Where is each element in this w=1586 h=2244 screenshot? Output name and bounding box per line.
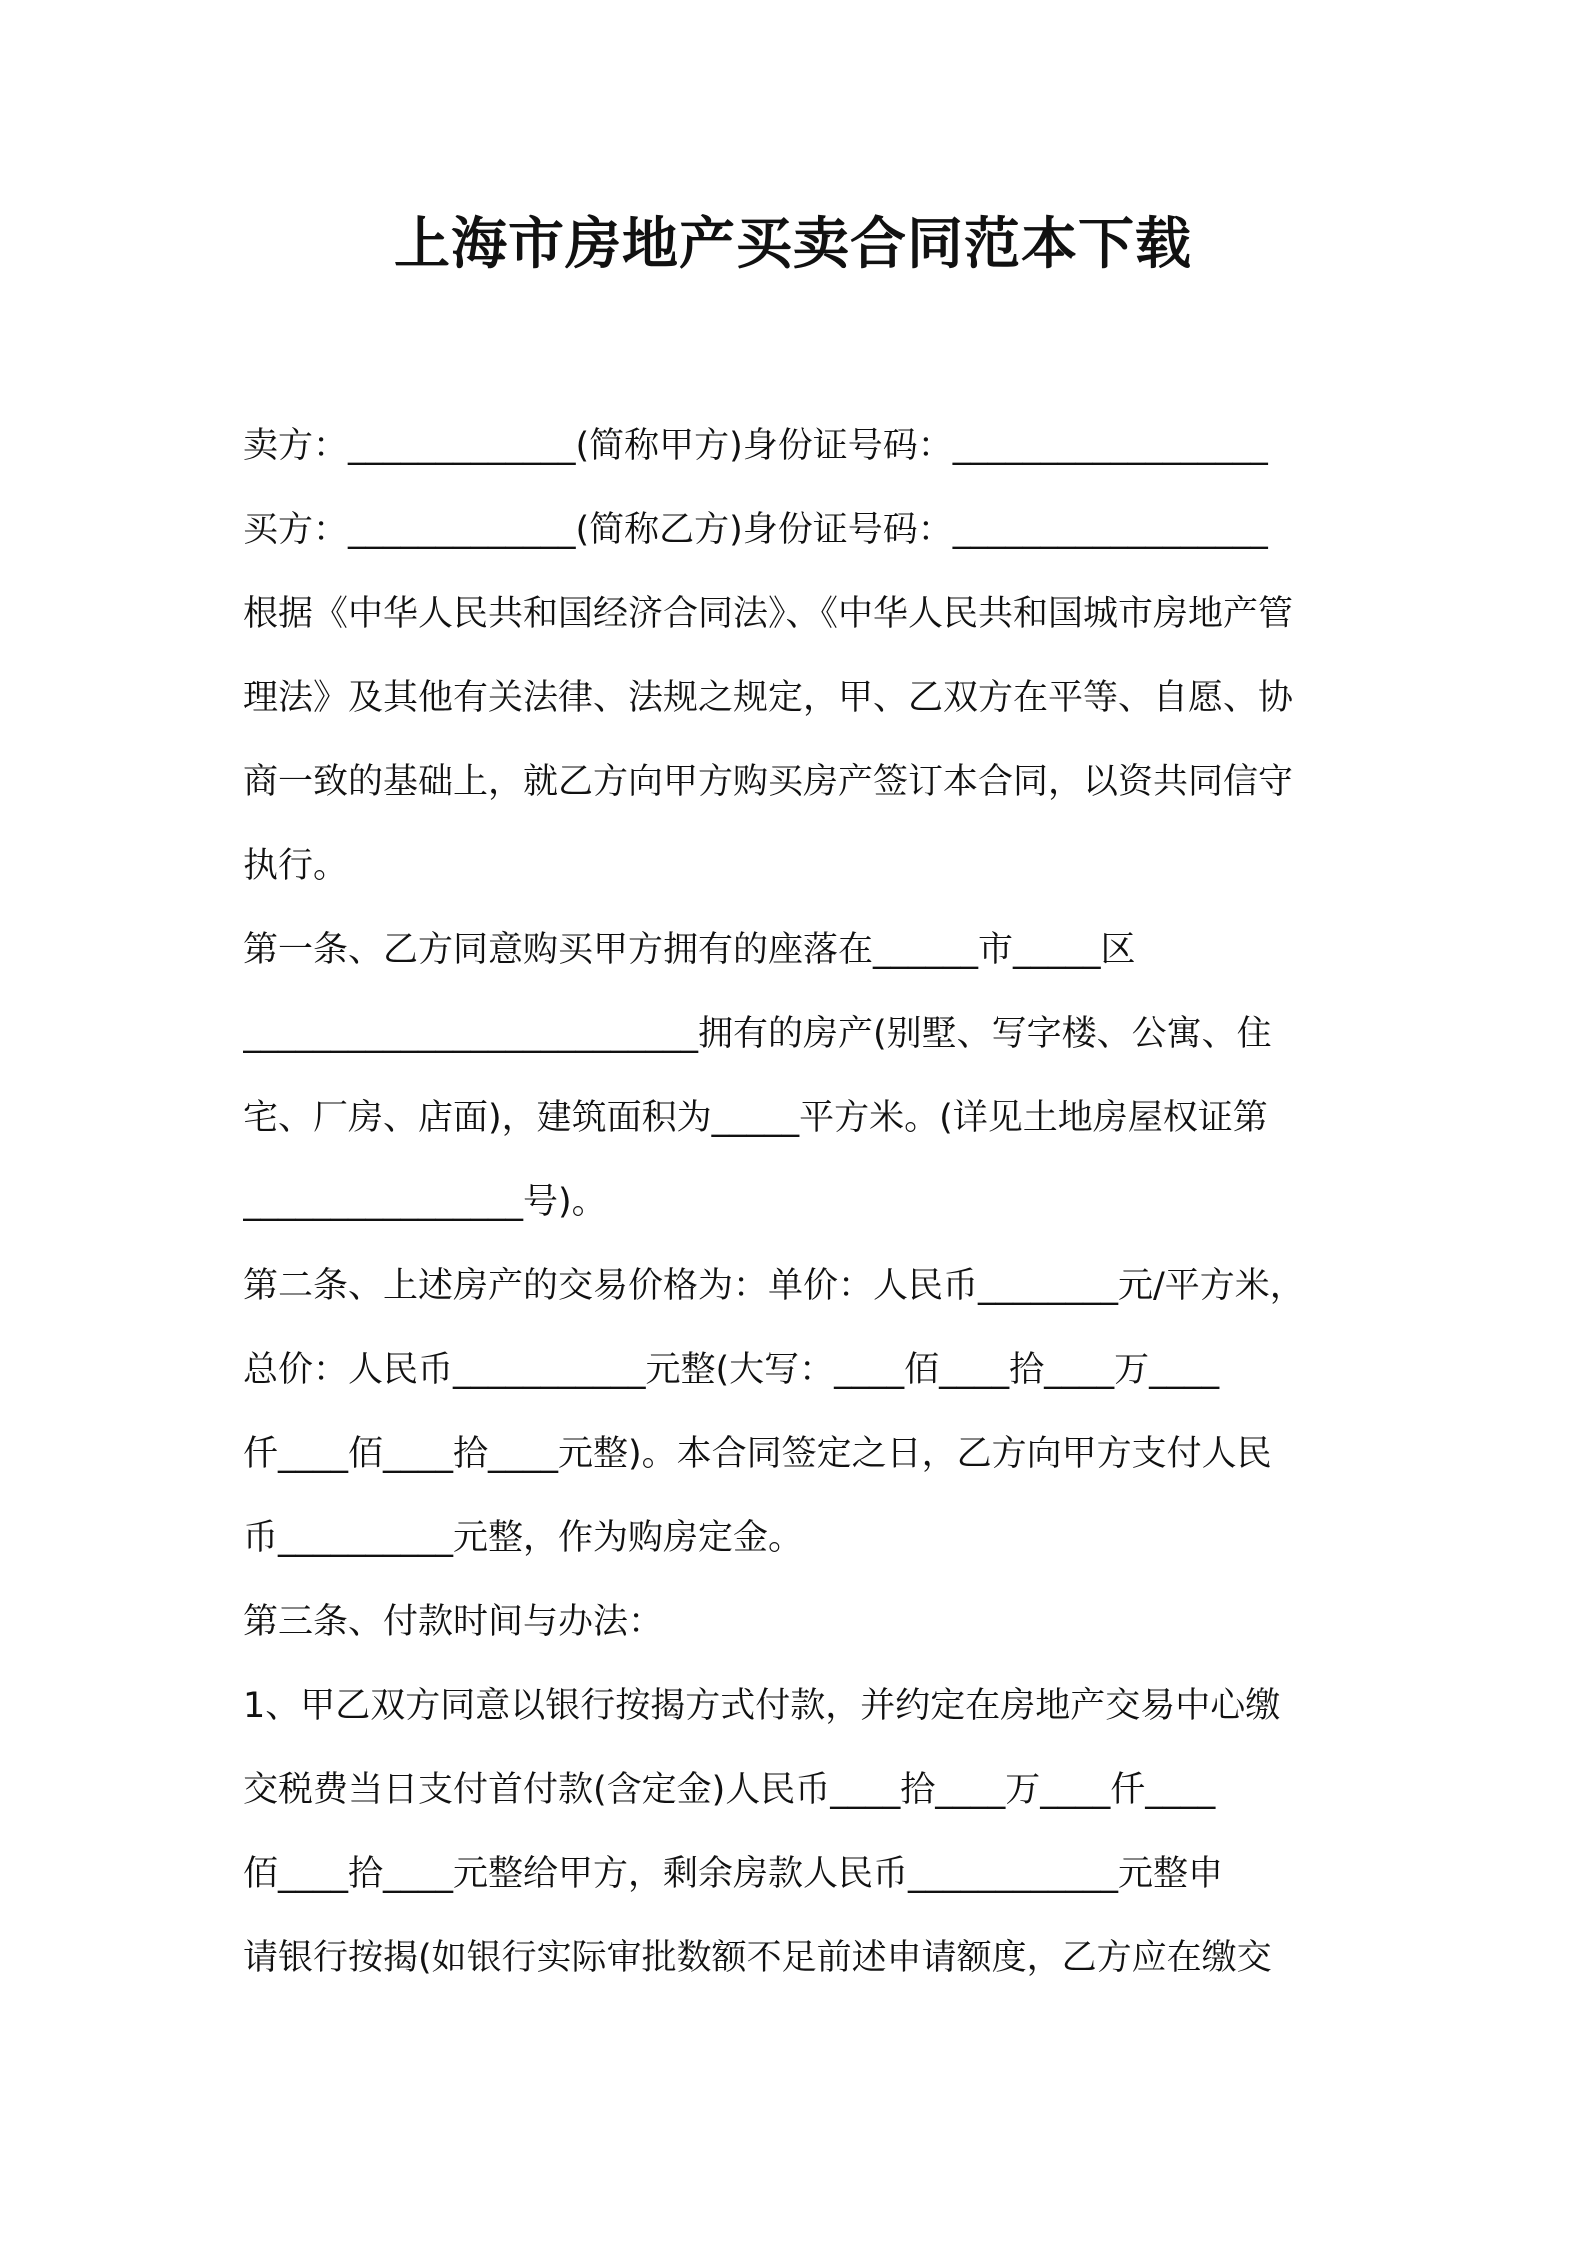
article-3-clause-1-line-4: 请银行按揭(如银行实际审批数额不足前述申请额度，乙方应在缴交 xyxy=(243,1938,1272,1978)
article-3-clause-1-line-1: 1、甲乙双方同意以银行按揭方式付款，并约定在房地产交易中心缴 xyxy=(243,1686,1281,1726)
preamble-line-4: 执行。 xyxy=(243,846,349,886)
article-1-line-1: 第一条、乙方同意购买甲方拥有的座落在______市_____区 xyxy=(243,930,1136,970)
article-1-line-4: ________________号)。 xyxy=(243,1182,607,1222)
seller-line: 卖方：_____________(简称甲方)身份证号码：__________________ xyxy=(243,426,1268,466)
article-1-line-3: 宅、厂房、店面)，建筑面积为_____平方米。(详见土地房屋权证第 xyxy=(243,1098,1268,1138)
article-2-line-1: 第二条、上述房产的交易价格为：单价：人民币________元/平方米， xyxy=(243,1266,1305,1306)
article-2-line-3: 仟____佰____拾____元整)。本合同签定之日，乙方向甲方支付人民 xyxy=(243,1434,1272,1474)
article-3-clause-1-line-2: 交税费当日支付首付款(含定金)人民币____拾____万____仟____ xyxy=(243,1770,1216,1810)
preamble-line-3: 商一致的基础上，就乙方向甲方购买房产签订本合同，以资共同信守 xyxy=(243,762,1294,802)
article-3-heading: 第三条、付款时间与办法： xyxy=(243,1602,664,1642)
contract-body xyxy=(243,404,1353,2000)
document-title: 上海市房地产买卖合同范本下载 xyxy=(394,212,1192,277)
buyer-line: 买方：_____________(简称乙方)身份证号码：__________________ xyxy=(243,510,1268,550)
article-2-line-4: 币__________元整，作为购房定金。 xyxy=(243,1518,804,1558)
article-2-line-2: 总价：人民币___________元整(大写：____佰____拾____万____ xyxy=(243,1350,1220,1390)
article-1-line-2: __________________________拥有的房产(别墅、写字楼、公寓、住 xyxy=(243,1014,1272,1054)
article-3-clause-1-line-3: 佰____拾____元整给甲方，剩余房款人民币____________元整申 xyxy=(243,1854,1224,1894)
preamble-line-2: 理法》及其他有关法律、法规之规定，甲、乙双方在平等、自愿、协 xyxy=(243,678,1294,718)
preamble-line-1: 根据《中华人民共和国经济合同法》、《中华人民共和国城市房地产管 xyxy=(243,594,1294,634)
